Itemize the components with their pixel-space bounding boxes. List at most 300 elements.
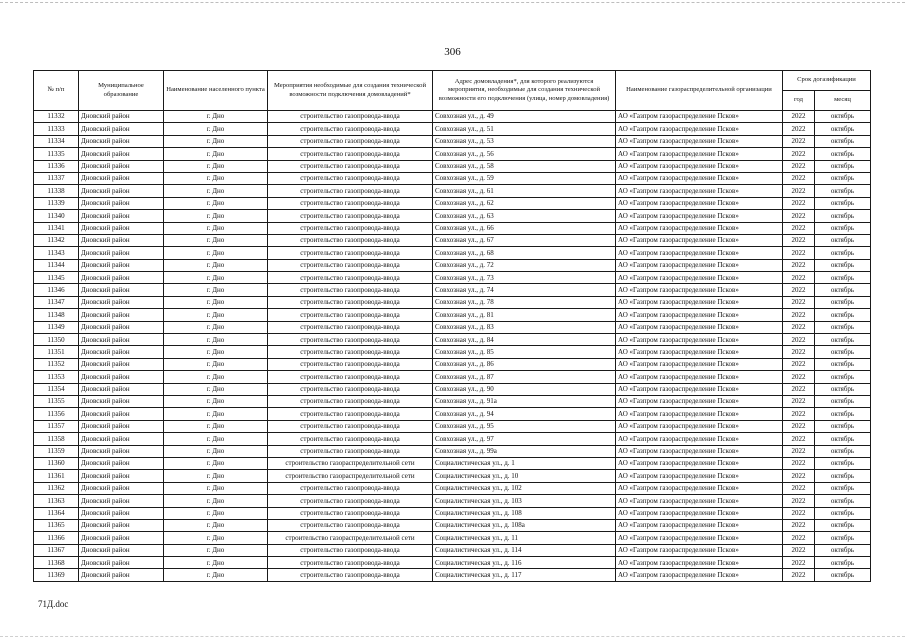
row-locality: г. Дно — [164, 160, 268, 172]
row-activity: строительство газопровода-ввода — [268, 185, 433, 197]
row-year: 2022 — [783, 482, 815, 494]
row-activity: строительство газораспределительной сети — [268, 457, 433, 469]
row-number: 11348 — [34, 309, 79, 321]
row-month: октябрь — [815, 222, 871, 234]
table-row — [34, 358, 871, 370]
row-month: октябрь — [815, 395, 871, 407]
row-month: октябрь — [815, 470, 871, 482]
row-locality: г. Дно — [164, 172, 268, 184]
scan-top-edge — [0, 2, 905, 3]
header-year: год — [783, 91, 815, 111]
row-month: октябрь — [815, 346, 871, 358]
row-number: 11366 — [34, 532, 79, 544]
row-organization: АО «Газпром газораспределение Псков» — [616, 259, 783, 271]
row-locality: г. Дно — [164, 272, 268, 284]
table-row — [34, 321, 871, 333]
row-year: 2022 — [783, 346, 815, 358]
row-month: октябрь — [815, 309, 871, 321]
row-month: октябрь — [815, 210, 871, 222]
row-locality: г. Дно — [164, 296, 268, 308]
row-municipality: Дновский район — [79, 482, 164, 494]
row-number: 11347 — [34, 296, 79, 308]
row-locality: г. Дно — [164, 544, 268, 556]
row-year: 2022 — [783, 111, 815, 123]
row-organization: АО «Газпром газораспределение Псков» — [616, 222, 783, 234]
header-municipality: Муниципальное образование — [79, 71, 164, 111]
row-activity: строительство газопровода-ввода — [268, 408, 433, 420]
row-municipality: Дновский район — [79, 532, 164, 544]
row-activity: строительство газопровода-ввода — [268, 309, 433, 321]
row-locality: г. Дно — [164, 259, 268, 271]
row-address: Социалистическая ул., д. 102 — [433, 482, 616, 494]
row-month: октябрь — [815, 284, 871, 296]
table-row — [34, 160, 871, 172]
row-year: 2022 — [783, 420, 815, 432]
row-organization: АО «Газпром газораспределение Псков» — [616, 457, 783, 469]
row-month: октябрь — [815, 457, 871, 469]
table-row — [34, 222, 871, 234]
row-month: октябрь — [815, 557, 871, 569]
row-municipality: Дновский район — [79, 123, 164, 135]
row-organization: АО «Газпром газораспределение Псков» — [616, 272, 783, 284]
row-municipality: Дновский район — [79, 309, 164, 321]
row-organization: АО «Газпром газораспределение Псков» — [616, 383, 783, 395]
row-month: октябрь — [815, 358, 871, 370]
row-year: 2022 — [783, 532, 815, 544]
row-activity: строительство газораспределительной сети — [268, 470, 433, 482]
row-number: 11368 — [34, 557, 79, 569]
header-month: месяц — [815, 91, 871, 111]
row-year: 2022 — [783, 544, 815, 556]
row-year: 2022 — [783, 395, 815, 407]
row-organization: АО «Газпром газораспределение Псков» — [616, 495, 783, 507]
table-row — [34, 557, 871, 569]
row-activity: строительство газопровода-ввода — [268, 544, 433, 556]
header-address: Адрес домовладения*, для которого реализуются мероприятия, необходимые для создания технической возможности его подключения (улица, номер домовладения) — [433, 71, 616, 111]
row-municipality: Дновский район — [79, 247, 164, 259]
row-municipality: Дновский район — [79, 519, 164, 531]
row-address: Совхозная ул., д. 73 — [433, 272, 616, 284]
row-municipality: Дновский район — [79, 148, 164, 160]
table-row — [34, 395, 871, 407]
row-year: 2022 — [783, 210, 815, 222]
row-organization: АО «Газпром газораспределение Псков» — [616, 309, 783, 321]
row-number: 11364 — [34, 507, 79, 519]
row-organization: АО «Газпром газораспределение Псков» — [616, 234, 783, 246]
row-month: октябрь — [815, 296, 871, 308]
row-activity: строительство газораспределительной сети — [268, 532, 433, 544]
row-month: октябрь — [815, 148, 871, 160]
row-address: Совхозная ул., д. 86 — [433, 358, 616, 370]
row-number: 11356 — [34, 408, 79, 420]
row-locality: г. Дно — [164, 532, 268, 544]
row-number: 11369 — [34, 569, 79, 581]
row-month: октябрь — [815, 371, 871, 383]
row-activity: строительство газопровода-ввода — [268, 296, 433, 308]
table-row — [34, 123, 871, 135]
row-year: 2022 — [783, 222, 815, 234]
row-number: 11335 — [34, 148, 79, 160]
row-month: октябрь — [815, 433, 871, 445]
row-organization: АО «Газпром газораспределение Псков» — [616, 172, 783, 184]
row-organization: АО «Газпром газораспределение Псков» — [616, 334, 783, 346]
row-municipality: Дновский район — [79, 544, 164, 556]
row-address: Социалистическая ул., д. 108 — [433, 507, 616, 519]
row-organization: АО «Газпром газораспределение Псков» — [616, 408, 783, 420]
row-number: 11337 — [34, 172, 79, 184]
row-municipality: Дновский район — [79, 433, 164, 445]
file-name-footer: 71Д.doc — [38, 599, 69, 609]
row-locality: г. Дно — [164, 197, 268, 209]
row-address: Совхозная ул., д. 62 — [433, 197, 616, 209]
row-month: октябрь — [815, 532, 871, 544]
row-activity: строительство газопровода-ввода — [268, 482, 433, 494]
table-row — [34, 433, 871, 445]
row-locality: г. Дно — [164, 334, 268, 346]
row-municipality: Дновский район — [79, 445, 164, 457]
row-address: Совхозная ул., д. 99а — [433, 445, 616, 457]
table-row — [34, 532, 871, 544]
row-address: Совхозная ул., д. 53 — [433, 135, 616, 147]
row-municipality: Дновский район — [79, 334, 164, 346]
row-address: Совхозная ул., д. 63 — [433, 210, 616, 222]
table-row — [34, 507, 871, 519]
row-municipality: Дновский район — [79, 358, 164, 370]
row-number: 11355 — [34, 395, 79, 407]
row-number: 11362 — [34, 482, 79, 494]
row-municipality: Дновский район — [79, 395, 164, 407]
row-month: октябрь — [815, 334, 871, 346]
row-month: октябрь — [815, 544, 871, 556]
row-number: 11342 — [34, 234, 79, 246]
row-address: Совхозная ул., д. 61 — [433, 185, 616, 197]
row-municipality: Дновский район — [79, 185, 164, 197]
row-locality: г. Дно — [164, 557, 268, 569]
row-locality: г. Дно — [164, 247, 268, 259]
row-address: Социалистическая ул., д. 11 — [433, 532, 616, 544]
row-number: 11352 — [34, 358, 79, 370]
table-row — [34, 172, 871, 184]
row-organization: АО «Газпром газораспределение Псков» — [616, 395, 783, 407]
row-locality: г. Дно — [164, 569, 268, 581]
table-row — [34, 495, 871, 507]
row-activity: строительство газопровода-ввода — [268, 519, 433, 531]
row-activity: строительство газопровода-ввода — [268, 420, 433, 432]
header-row — [34, 71, 871, 91]
row-number: 11344 — [34, 259, 79, 271]
row-municipality: Дновский район — [79, 296, 164, 308]
row-activity: строительство газопровода-ввода — [268, 507, 433, 519]
row-address: Социалистическая ул., д. 108а — [433, 519, 616, 531]
row-locality: г. Дно — [164, 519, 268, 531]
row-address: Совхозная ул., д. 66 — [433, 222, 616, 234]
row-address: Совхозная ул., д. 91а — [433, 395, 616, 407]
page-number: 306 — [444, 46, 461, 58]
table-row — [34, 210, 871, 222]
row-month: октябрь — [815, 519, 871, 531]
row-organization: АО «Газпром газораспределение Псков» — [616, 123, 783, 135]
row-organization: АО «Газпром газораспределение Псков» — [616, 358, 783, 370]
row-month: октябрь — [815, 569, 871, 581]
row-organization: АО «Газпром газораспределение Псков» — [616, 532, 783, 544]
row-locality: г. Дно — [164, 321, 268, 333]
row-activity: строительство газопровода-ввода — [268, 259, 433, 271]
row-month: октябрь — [815, 172, 871, 184]
table-row — [34, 519, 871, 531]
row-address: Совхозная ул., д. 78 — [433, 296, 616, 308]
row-locality: г. Дно — [164, 420, 268, 432]
table-row — [34, 284, 871, 296]
row-municipality: Дновский район — [79, 495, 164, 507]
row-municipality: Дновский район — [79, 284, 164, 296]
row-activity: строительство газопровода-ввода — [268, 247, 433, 259]
row-number: 11361 — [34, 470, 79, 482]
table-row — [34, 470, 871, 482]
row-address: Совхозная ул., д. 87 — [433, 371, 616, 383]
table-row — [34, 259, 871, 271]
row-locality: г. Дно — [164, 135, 268, 147]
row-address: Социалистическая ул., д. 10 — [433, 470, 616, 482]
row-number: 11332 — [34, 111, 79, 123]
row-month: октябрь — [815, 160, 871, 172]
row-address: Совхозная ул., д. 49 — [433, 111, 616, 123]
row-activity: строительство газопровода-ввода — [268, 557, 433, 569]
row-month: октябрь — [815, 383, 871, 395]
row-number: 11334 — [34, 135, 79, 147]
row-activity: строительство газопровода-ввода — [268, 383, 433, 395]
table-row — [34, 296, 871, 308]
table-row — [34, 482, 871, 494]
row-month: октябрь — [815, 185, 871, 197]
row-organization: АО «Газпром газораспределение Псков» — [616, 519, 783, 531]
row-municipality: Дновский район — [79, 234, 164, 246]
row-year: 2022 — [783, 445, 815, 457]
row-activity: строительство газопровода-ввода — [268, 445, 433, 457]
row-activity: строительство газопровода-ввода — [268, 334, 433, 346]
row-locality: г. Дно — [164, 457, 268, 469]
row-month: октябрь — [815, 482, 871, 494]
row-number: 11336 — [34, 160, 79, 172]
row-organization: АО «Газпром газораспределение Псков» — [616, 160, 783, 172]
table-row — [34, 371, 871, 383]
row-municipality: Дновский район — [79, 507, 164, 519]
row-number: 11363 — [34, 495, 79, 507]
row-address: Совхозная ул., д. 94 — [433, 408, 616, 420]
row-organization: АО «Газпром газораспределение Псков» — [616, 470, 783, 482]
row-year: 2022 — [783, 334, 815, 346]
row-year: 2022 — [783, 172, 815, 184]
row-month: октябрь — [815, 408, 871, 420]
row-month: октябрь — [815, 247, 871, 259]
row-locality: г. Дно — [164, 346, 268, 358]
row-municipality: Дновский район — [79, 470, 164, 482]
row-address: Совхозная ул., д. 74 — [433, 284, 616, 296]
row-organization: АО «Газпром газораспределение Псков» — [616, 433, 783, 445]
row-year: 2022 — [783, 148, 815, 160]
row-municipality: Дновский район — [79, 383, 164, 395]
row-locality: г. Дно — [164, 482, 268, 494]
row-year: 2022 — [783, 272, 815, 284]
row-activity: строительство газопровода-ввода — [268, 371, 433, 383]
row-address: Совхозная ул., д. 58 — [433, 160, 616, 172]
row-address: Совхозная ул., д. 51 — [433, 123, 616, 135]
row-year: 2022 — [783, 507, 815, 519]
row-activity: строительство газопровода-ввода — [268, 569, 433, 581]
row-number: 11341 — [34, 222, 79, 234]
row-year: 2022 — [783, 470, 815, 482]
row-municipality: Дновский район — [79, 259, 164, 271]
row-municipality: Дновский район — [79, 557, 164, 569]
row-municipality: Дновский район — [79, 321, 164, 333]
row-year: 2022 — [783, 135, 815, 147]
row-activity: строительство газопровода-ввода — [268, 160, 433, 172]
row-activity: строительство газопровода-ввода — [268, 210, 433, 222]
row-activity: строительство газопровода-ввода — [268, 321, 433, 333]
row-address: Совхозная ул., д. 97 — [433, 433, 616, 445]
row-municipality: Дновский район — [79, 172, 164, 184]
row-organization: АО «Газпром газораспределение Псков» — [616, 197, 783, 209]
row-year: 2022 — [783, 433, 815, 445]
header-term: Срок догазификации — [783, 71, 871, 91]
row-number: 11346 — [34, 284, 79, 296]
row-address: Совхозная ул., д. 83 — [433, 321, 616, 333]
table-row — [34, 148, 871, 160]
row-month: октябрь — [815, 259, 871, 271]
row-locality: г. Дно — [164, 383, 268, 395]
row-address: Совхозная ул., д. 95 — [433, 420, 616, 432]
row-municipality: Дновский район — [79, 408, 164, 420]
row-year: 2022 — [783, 123, 815, 135]
row-address: Совхозная ул., д. 90 — [433, 383, 616, 395]
row-number: 11353 — [34, 371, 79, 383]
row-municipality: Дновский район — [79, 210, 164, 222]
row-number: 11360 — [34, 457, 79, 469]
row-year: 2022 — [783, 371, 815, 383]
row-organization: АО «Газпром газораспределение Псков» — [616, 482, 783, 494]
header-num: № п/п — [34, 71, 79, 111]
row-municipality: Дновский район — [79, 272, 164, 284]
table-row — [34, 445, 871, 457]
row-organization: АО «Газпром газораспределение Псков» — [616, 148, 783, 160]
row-organization: АО «Газпром газораспределение Псков» — [616, 557, 783, 569]
row-year: 2022 — [783, 321, 815, 333]
row-month: октябрь — [815, 420, 871, 432]
row-organization: АО «Газпром газораспределение Псков» — [616, 321, 783, 333]
row-activity: строительство газопровода-ввода — [268, 234, 433, 246]
row-number: 11343 — [34, 247, 79, 259]
row-month: октябрь — [815, 321, 871, 333]
table-row — [34, 135, 871, 147]
row-organization: АО «Газпром газораспределение Псков» — [616, 247, 783, 259]
row-activity: строительство газопровода-ввода — [268, 272, 433, 284]
row-organization: АО «Газпром газораспределение Псков» — [616, 445, 783, 457]
row-year: 2022 — [783, 197, 815, 209]
row-number: 11365 — [34, 519, 79, 531]
row-locality: г. Дно — [164, 358, 268, 370]
row-activity: строительство газопровода-ввода — [268, 197, 433, 209]
row-year: 2022 — [783, 519, 815, 531]
table-row — [34, 234, 871, 246]
row-number: 11339 — [34, 197, 79, 209]
row-locality: г. Дно — [164, 395, 268, 407]
table-row — [34, 569, 871, 581]
table-row — [34, 457, 871, 469]
row-locality: г. Дно — [164, 185, 268, 197]
row-locality: г. Дно — [164, 222, 268, 234]
row-address: Социалистическая ул., д. 1 — [433, 457, 616, 469]
row-locality: г. Дно — [164, 309, 268, 321]
table-row — [34, 111, 871, 123]
row-locality: г. Дно — [164, 210, 268, 222]
row-activity: строительство газопровода-ввода — [268, 172, 433, 184]
row-year: 2022 — [783, 557, 815, 569]
row-organization: АО «Газпром газораспределение Псков» — [616, 135, 783, 147]
table-row — [34, 197, 871, 209]
row-municipality: Дновский район — [79, 346, 164, 358]
row-month: октябрь — [815, 123, 871, 135]
row-activity: строительство газопровода-ввода — [268, 284, 433, 296]
row-number: 11338 — [34, 185, 79, 197]
row-number: 11354 — [34, 383, 79, 395]
row-year: 2022 — [783, 160, 815, 172]
row-year: 2022 — [783, 259, 815, 271]
row-activity: строительство газопровода-ввода — [268, 148, 433, 160]
row-year: 2022 — [783, 247, 815, 259]
table-row — [34, 272, 871, 284]
row-year: 2022 — [783, 185, 815, 197]
row-number: 11358 — [34, 433, 79, 445]
row-activity: строительство газопровода-ввода — [268, 495, 433, 507]
row-month: октябрь — [815, 507, 871, 519]
row-address: Совхозная ул., д. 59 — [433, 172, 616, 184]
row-year: 2022 — [783, 408, 815, 420]
row-year: 2022 — [783, 457, 815, 469]
header-locality: Наименование населенного пункта — [164, 71, 268, 111]
row-locality: г. Дно — [164, 148, 268, 160]
row-year: 2022 — [783, 383, 815, 395]
row-organization: АО «Газпром газораспределение Псков» — [616, 210, 783, 222]
row-month: октябрь — [815, 197, 871, 209]
table-row — [34, 309, 871, 321]
row-number: 11359 — [34, 445, 79, 457]
row-municipality: Дновский район — [79, 197, 164, 209]
row-year: 2022 — [783, 309, 815, 321]
row-locality: г. Дно — [164, 507, 268, 519]
row-month: октябрь — [815, 111, 871, 123]
row-month: октябрь — [815, 272, 871, 284]
row-locality: г. Дно — [164, 284, 268, 296]
table-row — [34, 334, 871, 346]
row-number: 11340 — [34, 210, 79, 222]
row-number: 11349 — [34, 321, 79, 333]
row-activity: строительство газопровода-ввода — [268, 433, 433, 445]
row-address: Совхозная ул., д. 85 — [433, 346, 616, 358]
row-number: 11333 — [34, 123, 79, 135]
row-address: Совхозная ул., д. 84 — [433, 334, 616, 346]
row-month: октябрь — [815, 495, 871, 507]
row-organization: АО «Газпром газораспределение Псков» — [616, 544, 783, 556]
row-month: октябрь — [815, 234, 871, 246]
row-organization: АО «Газпром газораспределение Псков» — [616, 569, 783, 581]
table-body — [34, 111, 871, 582]
row-municipality: Дновский район — [79, 420, 164, 432]
row-activity: строительство газопровода-ввода — [268, 222, 433, 234]
row-address: Совхозная ул., д. 81 — [433, 309, 616, 321]
header-organization: Наименование газораспределительной организации — [616, 71, 783, 111]
row-organization: АО «Газпром газораспределение Псков» — [616, 284, 783, 296]
row-year: 2022 — [783, 358, 815, 370]
table-row — [34, 420, 871, 432]
